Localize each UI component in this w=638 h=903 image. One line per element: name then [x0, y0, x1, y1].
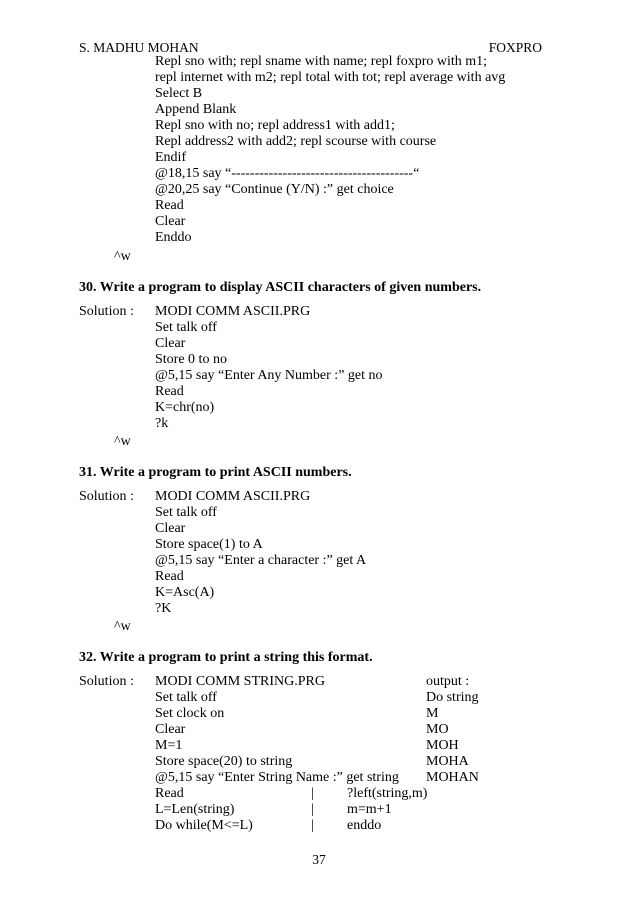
question-title: 31. Write a program to print ASCII numbers. — [79, 465, 352, 480]
code-line: Clear — [155, 214, 186, 229]
question-title: 30. Write a program to display ASCII characters of given numbers. — [79, 280, 482, 295]
code-line: repl internet with m2; repl total with tot; repl average with avg — [155, 70, 506, 85]
solution-label: Solution : — [79, 489, 134, 504]
code-line: Do while(M<=L) — [155, 818, 253, 833]
code-line: ?k — [155, 416, 169, 431]
output-line: MOH — [426, 738, 459, 753]
code-line: Clear — [155, 336, 186, 351]
code-line: Set talk off — [155, 690, 217, 705]
code-line: MODI COMM ASCII.PRG — [155, 304, 311, 319]
code-line: Set talk off — [155, 320, 217, 335]
header-author: S. MADHU MOHAN — [79, 40, 199, 55]
column-separator: | — [311, 802, 314, 817]
code-line: K=Asc(A) — [155, 585, 215, 600]
code-line: Set clock on — [155, 706, 225, 721]
column-separator: | — [311, 786, 314, 801]
code-line: @5,15 say “Enter a character :” get A — [155, 553, 367, 568]
output-line: MOHA — [426, 754, 469, 769]
code-line: Store 0 to no — [155, 352, 227, 367]
code-line: K=chr(no) — [155, 400, 215, 415]
code-line: m=m+1 — [347, 802, 392, 817]
output-line: M — [426, 706, 439, 721]
code-line: M=1 — [155, 738, 183, 753]
code-line: L=Len(string) — [155, 802, 235, 817]
code-line: Repl sno with; repl sname with name; repl foxpro with m1; — [155, 54, 488, 69]
code-line: Select B — [155, 86, 203, 101]
code-line: @18,15 say “---------------------------------------“ — [155, 166, 420, 181]
save-exit-marker: ^w — [114, 249, 131, 264]
header-subject: FOXPRO — [488, 40, 542, 55]
page-number: 37 — [312, 852, 326, 867]
code-line: MODI COMM ASCII.PRG — [155, 489, 311, 504]
output-line: MO — [426, 722, 449, 737]
output-label: output : — [426, 674, 470, 689]
code-line: Store space(20) to string — [155, 754, 293, 769]
save-exit-marker: ^w — [114, 619, 131, 634]
code-line: Repl sno with no; repl address1 with add1; — [155, 118, 395, 133]
code-line: Enddo — [155, 230, 192, 245]
code-line: Read — [155, 384, 184, 399]
code-line: @20,25 say “Continue (Y/N) :” get choice — [155, 182, 394, 197]
code-line: Clear — [155, 521, 186, 536]
code-line: @5,15 say “Enter String Name :” get string — [155, 770, 399, 785]
code-line: Read — [155, 786, 184, 801]
solution-label: Solution : — [79, 674, 134, 689]
solution-label: Solution : — [79, 304, 134, 319]
output-line: Do string — [426, 690, 479, 705]
code-line: enddo — [347, 818, 382, 833]
code-line: Read — [155, 569, 184, 584]
output-line: MOHAN — [426, 770, 479, 785]
code-line: Read — [155, 198, 184, 213]
code-line: Endif — [155, 150, 187, 165]
code-line: Set talk off — [155, 505, 217, 520]
code-line: Store space(1) to A — [155, 537, 263, 552]
code-line: @5,15 say “Enter Any Number :” get no — [155, 368, 383, 383]
save-exit-marker: ^w — [114, 434, 131, 449]
code-line: ?left(string,m) — [347, 786, 428, 801]
column-separator: | — [311, 818, 314, 833]
code-line: ?K — [155, 601, 172, 616]
code-line: Append Blank — [155, 102, 237, 117]
code-line: Repl address2 with add2; repl scourse with course — [155, 134, 437, 149]
code-line: MODI COMM STRING.PRG — [155, 674, 325, 689]
question-title: 32. Write a program to print a string this format. — [79, 650, 373, 665]
code-line: Clear — [155, 722, 186, 737]
